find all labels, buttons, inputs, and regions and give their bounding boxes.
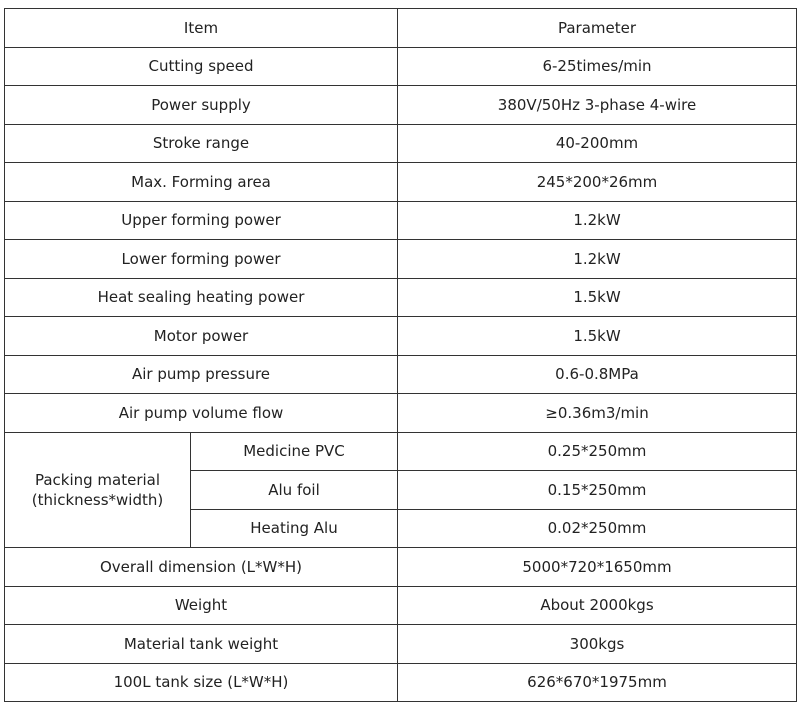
row-item: Air pump volume flow <box>5 394 398 433</box>
header-parameter: Parameter <box>398 9 797 48</box>
row-item: Cutting speed <box>5 47 398 86</box>
table-row <box>5 548 797 587</box>
row-item: Motor power <box>5 317 398 356</box>
row-item: Upper forming power <box>5 201 398 240</box>
table-row <box>5 317 797 356</box>
table-row <box>5 625 797 664</box>
packing-subitem: Alu foil <box>191 471 398 510</box>
row-item: Lower forming power <box>5 240 398 279</box>
table-row <box>5 47 797 86</box>
row-value: 5000*720*1650mm <box>398 548 797 587</box>
row-item: Heat sealing heating power <box>5 278 398 317</box>
table-row <box>5 663 797 702</box>
packing-subitem: Heating Alu <box>191 509 398 548</box>
row-value: 40-200mm <box>398 124 797 163</box>
row-value: 0.15*250mm <box>398 471 797 510</box>
row-value: 0.02*250mm <box>398 509 797 548</box>
row-item: 100L tank size (L*W*H) <box>5 663 398 702</box>
row-value: ≥0.36m3/min <box>398 394 797 433</box>
packing-label-line1: Packing material <box>34 470 161 489</box>
row-value: 300kgs <box>398 625 797 664</box>
row-item: Air pump pressure <box>5 355 398 394</box>
table-row <box>5 432 797 471</box>
row-value: 1.2kW <box>398 240 797 279</box>
row-item: Max. Forming area <box>5 163 398 202</box>
row-item: Material tank weight <box>5 625 398 664</box>
table-row <box>5 394 797 433</box>
row-value: 1.5kW <box>398 278 797 317</box>
row-value: 0.25*250mm <box>398 432 797 471</box>
packing-material-label <box>5 432 191 548</box>
header-item: Item <box>5 9 398 48</box>
row-item: Stroke range <box>5 124 398 163</box>
row-value: 380V/50Hz 3-phase 4-wire <box>398 86 797 125</box>
packing-subitem: Medicine PVC <box>191 432 398 471</box>
table-row <box>5 163 797 202</box>
row-value: 245*200*26mm <box>398 163 797 202</box>
table-row <box>5 201 797 240</box>
row-value: 1.5kW <box>398 317 797 356</box>
row-value: 6-25times/min <box>398 47 797 86</box>
table-row <box>5 86 797 125</box>
row-value: 626*670*1975mm <box>398 663 797 702</box>
row-item: Overall dimension (L*W*H) <box>5 548 398 587</box>
table-row <box>5 240 797 279</box>
spec-table <box>4 8 797 702</box>
table-row <box>5 586 797 625</box>
packing-label-line2: (thickness*width) <box>31 490 164 509</box>
row-value: About 2000kgs <box>398 586 797 625</box>
row-item: Power supply <box>5 86 398 125</box>
row-value: 1.2kW <box>398 201 797 240</box>
row-value: 0.6-0.8MPa <box>398 355 797 394</box>
table-header-row <box>5 9 797 48</box>
table-row <box>5 278 797 317</box>
table-row <box>5 355 797 394</box>
table-row <box>5 124 797 163</box>
row-item: Weight <box>5 586 398 625</box>
